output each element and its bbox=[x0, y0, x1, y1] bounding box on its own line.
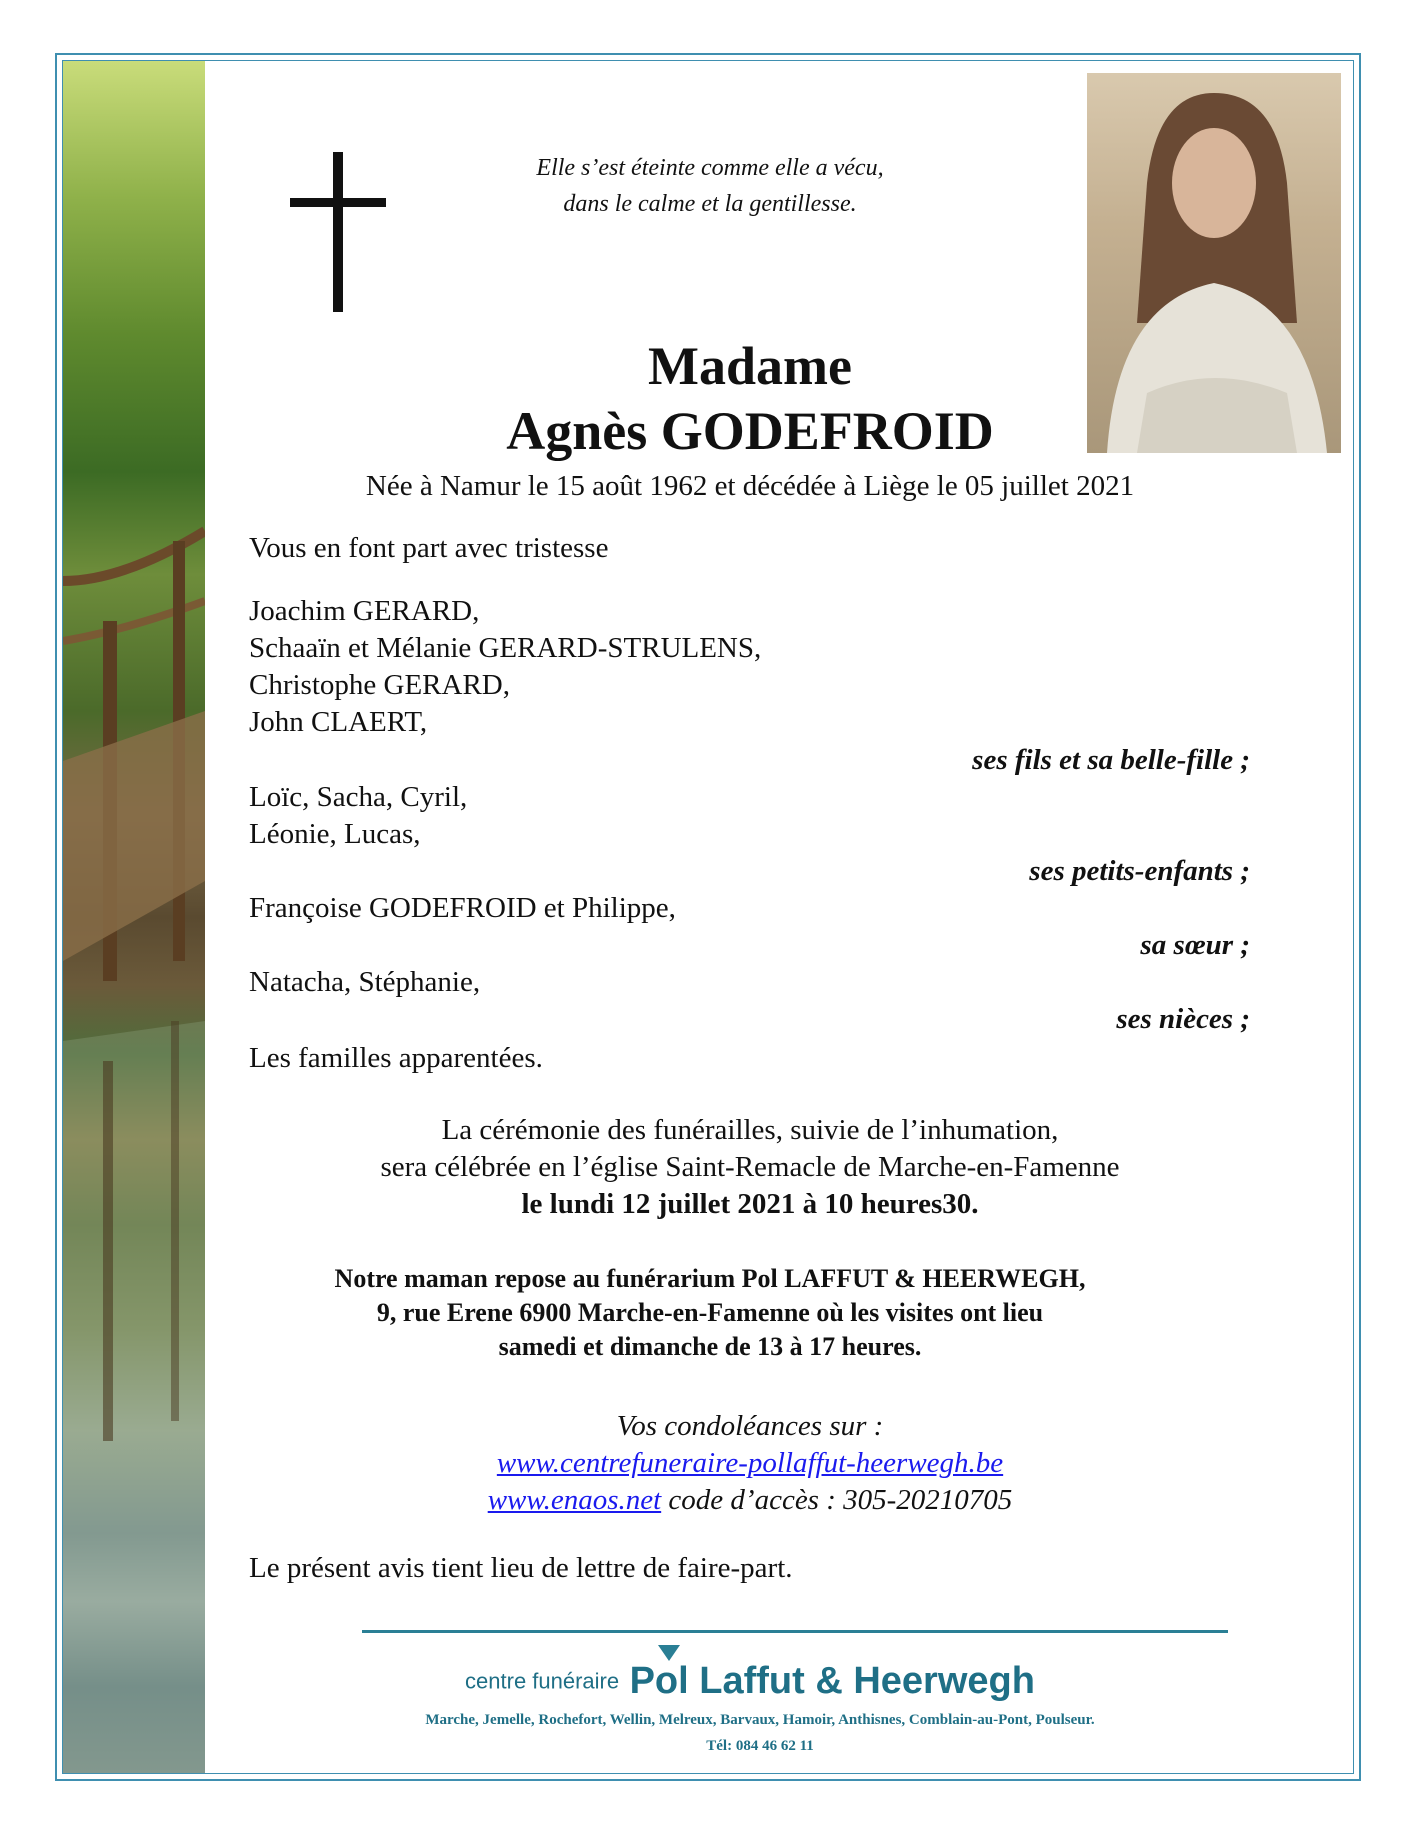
footer-towns: Marche, Jemelle, Rochefort, Wellin, Melreux, Barvaux, Hamoir, Anthisnes, Comblain-au-Pont, Poulseur. bbox=[425, 1712, 1095, 1728]
cross-icon bbox=[290, 152, 386, 312]
family-member: Léonie, Lucas, bbox=[249, 818, 421, 850]
footer-triangle-icon bbox=[658, 1645, 680, 1661]
ceremony-line-2: sera célébrée en l’église Saint-Remacle de Marche-en-Famenne bbox=[380, 1151, 1120, 1183]
salutation: Madame bbox=[648, 336, 852, 396]
sister-line: Françoise GODEFROID et Philippe, bbox=[249, 892, 676, 924]
condolences-block bbox=[260, 1408, 1240, 1519]
ceremony-line-1: La cérémonie des funérailles, suivie de l’inhumation, bbox=[441, 1114, 1059, 1146]
epitaph-quote bbox=[440, 150, 980, 222]
family-member: John CLAERT, bbox=[249, 706, 428, 738]
families-line: Les familles apparentées. bbox=[249, 1042, 543, 1074]
sons-relation: ses fils et sa belle-fille ; bbox=[972, 744, 1250, 776]
sons-list bbox=[249, 593, 761, 741]
deceased-title bbox=[340, 335, 1160, 465]
footer-divider bbox=[362, 1630, 1228, 1633]
condolences-label: Vos condoléances sur : bbox=[616, 1410, 884, 1442]
notice-line: Le présent avis tient lieu de lettre de faire-part. bbox=[249, 1552, 793, 1584]
visitation-block bbox=[220, 1262, 1200, 1364]
visitation-line-1: Notre maman repose au funérarium Pol LAFFUT & HEERWEGH, bbox=[334, 1264, 1086, 1293]
footer-phone: Tél: 084 46 62 11 bbox=[706, 1738, 814, 1754]
brand-prefix: centre funéraire bbox=[465, 1668, 620, 1694]
quote-line-2: dans le calme et la gentillesse. bbox=[563, 191, 857, 217]
family-member: Schaaïn et Mélanie GERARD-STRULENS, bbox=[249, 632, 762, 664]
condolences-link-enaos[interactable]: www.enaos.net bbox=[487, 1484, 662, 1516]
quote-line-1: Elle s’est éteinte comme elle a vécu, bbox=[536, 155, 884, 181]
visitation-line-2: 9, rue Erene 6900 Marche-en-Famenne où les visites ont lieu bbox=[376, 1298, 1044, 1327]
nieces-relation: ses nièces ; bbox=[1116, 1003, 1250, 1035]
ceremony-block bbox=[260, 1112, 1240, 1223]
grandchildren-list bbox=[249, 779, 467, 853]
brand-name: Pol Laffut & Heerwegh bbox=[629, 1660, 1035, 1702]
birth-death-line: Née à Namur le 15 août 1962 et décédée à Liège le 05 juillet 2021 bbox=[365, 470, 1135, 502]
sister-relation: sa sœur ; bbox=[1140, 929, 1250, 961]
family-member: Christophe GERARD, bbox=[249, 669, 510, 701]
visitation-line-3: samedi et dimanche de 13 à 17 heures. bbox=[498, 1332, 922, 1361]
side-landscape-image bbox=[63, 61, 205, 1773]
deceased-name: Agnès GODEFROID bbox=[506, 401, 994, 461]
condolences-link-centre[interactable]: www.centrefuneraire-pollaffut-heerwegh.be bbox=[496, 1447, 1004, 1479]
ceremony-date: le lundi 12 juillet 2021 à 10 heures30. bbox=[521, 1188, 979, 1220]
funeral-home-logo bbox=[300, 1660, 1200, 1703]
nieces-line: Natacha, Stéphanie, bbox=[249, 966, 481, 998]
family-member: Joachim GERARD, bbox=[249, 595, 480, 627]
family-member: Loïc, Sacha, Cyril, bbox=[249, 781, 468, 813]
grandchildren-relation: ses petits-enfants ; bbox=[1029, 855, 1250, 887]
intro-line: Vous en font part avec tristesse bbox=[249, 532, 609, 564]
access-code: code d’accès : 305-20210705 bbox=[661, 1484, 1013, 1516]
